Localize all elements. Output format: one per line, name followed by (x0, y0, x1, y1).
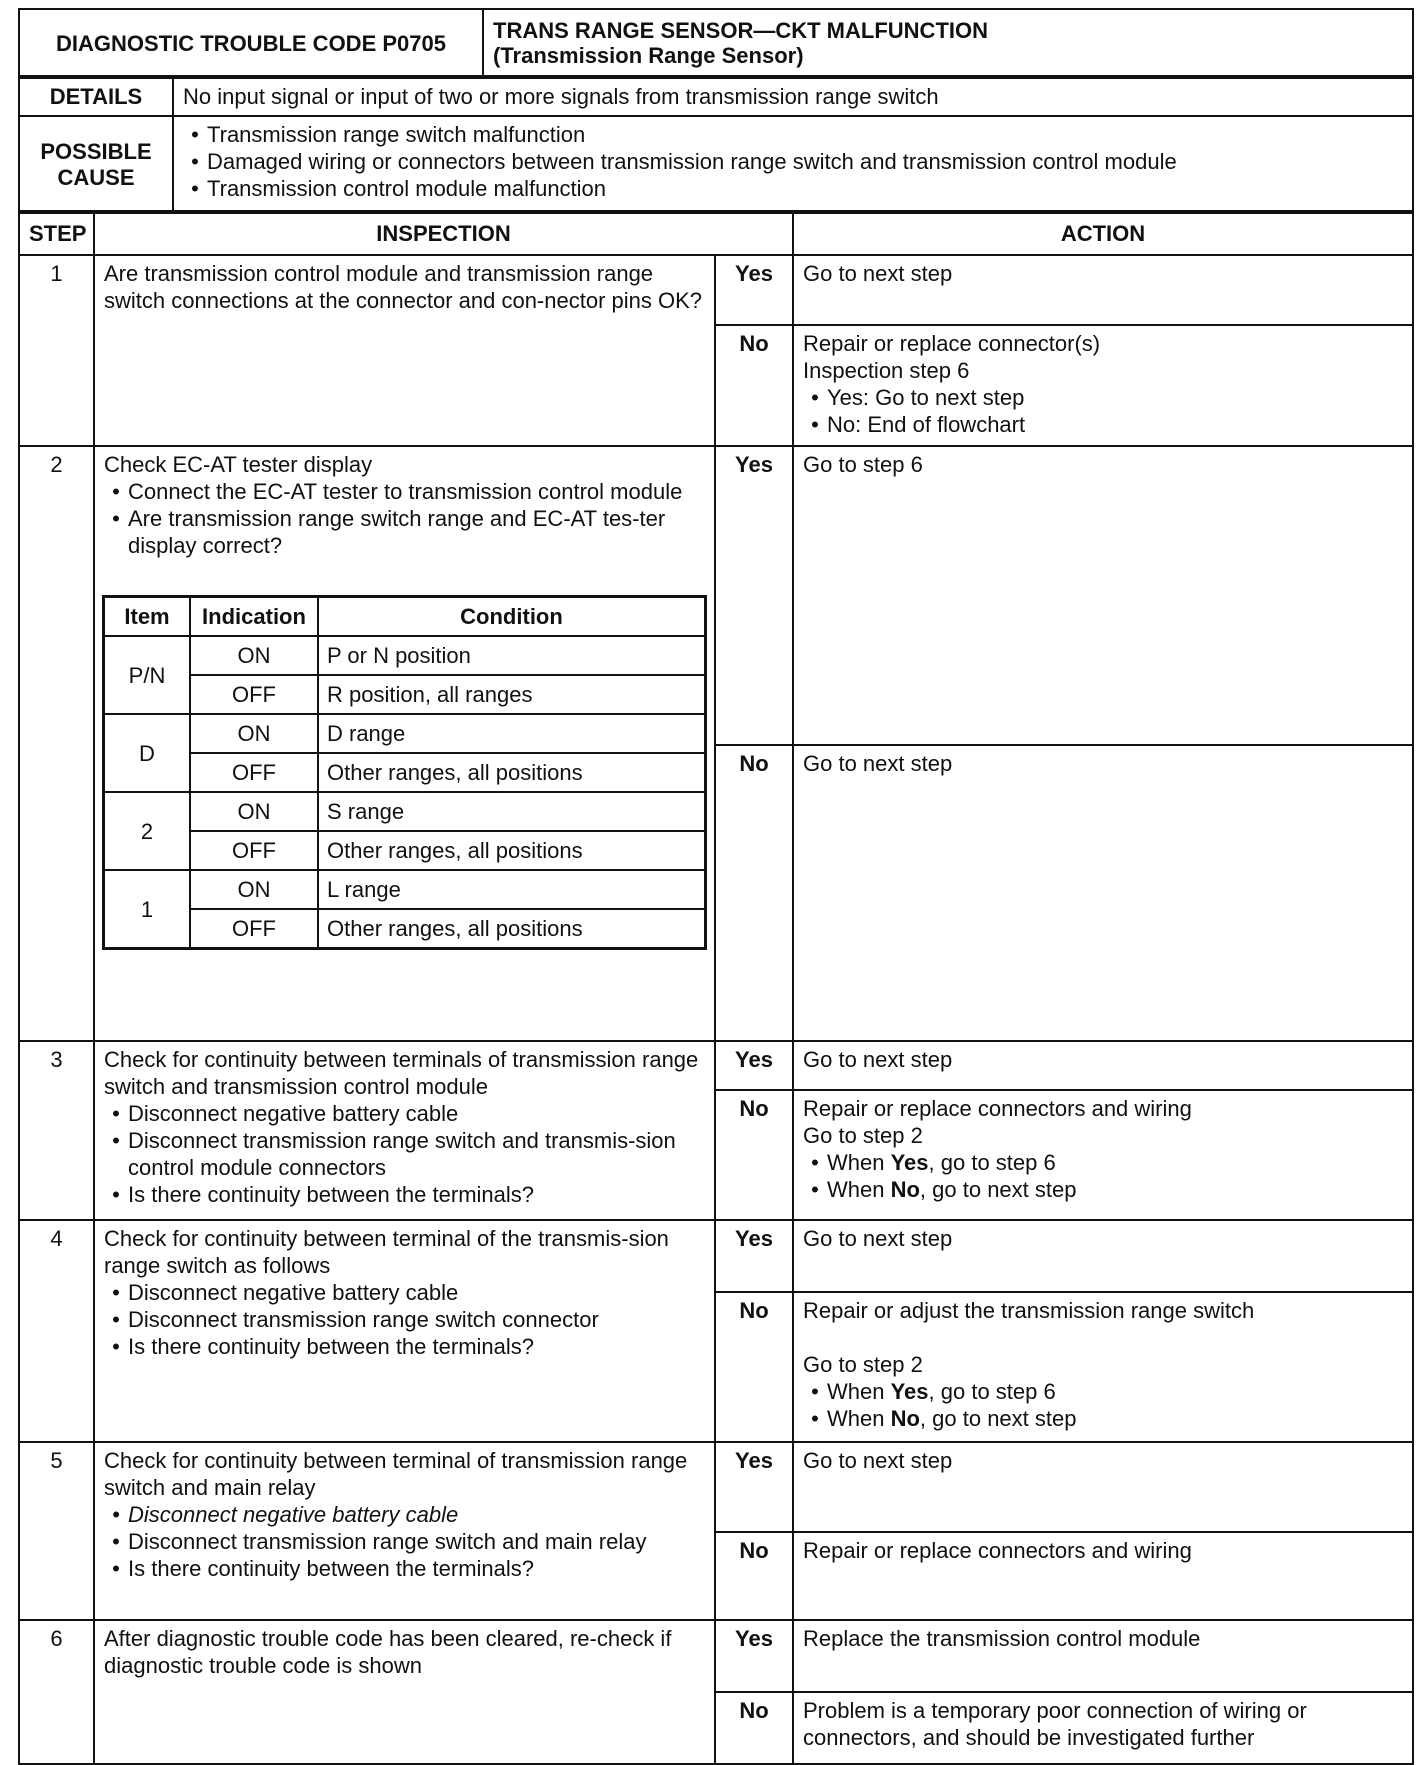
no-label: No (715, 745, 793, 1041)
step-row (19, 1041, 1413, 1090)
action-line: Go to next step (803, 1047, 953, 1072)
step-row (19, 446, 1413, 745)
indication-value: ON (190, 792, 318, 831)
yes-action (793, 1041, 1413, 1090)
inspection-line: Are transmission control module and transmission range switch connections at the connector and con-nector pins OK? (104, 261, 703, 313)
indication-table-row (104, 675, 706, 714)
indication-item: 1 (104, 870, 191, 949)
action-line: Go to step 2 (803, 1352, 923, 1377)
inspection-line: Check for continuity between terminals of transmission range switch and transmission control module (104, 1047, 699, 1099)
action-line-bold: Yes (890, 1150, 929, 1175)
dtc-title: TRANS RANGE SENSOR—CKT MALFUNCTION (493, 18, 988, 43)
step-inspection (94, 1041, 715, 1220)
inspection-line: • Disconnect transmission range switch and main relay (104, 1528, 705, 1555)
action-line-text: When (827, 1379, 891, 1404)
inspection-line: • Disconnect negative battery cable (104, 1100, 705, 1127)
action-line: Go to next step (803, 261, 953, 286)
step-row (19, 1620, 1413, 1692)
header-table (18, 8, 1414, 79)
inspection-line: Check for continuity between terminal of the transmis-sion range switch as follows (104, 1226, 669, 1278)
dtc-subtitle: (Transmission Range Sensor) (493, 43, 804, 68)
inspection-line: • Is there continuity between the terminals? (104, 1333, 705, 1360)
action-line-bold: No (890, 1177, 920, 1202)
action-line (803, 1378, 1403, 1405)
step-number: 1 (19, 255, 94, 446)
action-line-text: , go to step 6 (928, 1379, 1056, 1404)
indication-item: D (104, 714, 191, 792)
no-action (793, 325, 1413, 446)
details-text: No input signal or input of two or more signals from transmission range switch (173, 76, 1413, 116)
step-row (19, 1220, 1413, 1292)
indication-condition: R position, all ranges (318, 675, 706, 714)
no-action (793, 745, 1413, 1041)
no-action (793, 1532, 1413, 1620)
no-label: No (715, 1532, 793, 1620)
column-inspection: INSPECTION (94, 211, 793, 255)
indication-condition: P or N position (318, 636, 706, 675)
yes-label: Yes (715, 446, 793, 745)
indication-table-row (104, 753, 706, 792)
inspection-line: • Is there continuity between the terminals? (104, 1555, 705, 1582)
action-line: Repair or replace connectors and wiring (803, 1538, 1192, 1563)
indication-value: ON (190, 870, 318, 909)
indication-table (102, 595, 707, 950)
indication-value: OFF (190, 831, 318, 870)
indication-value: OFF (190, 753, 318, 792)
action-line: Repair or replace connector(s) (803, 331, 1101, 356)
possible-cause-item: • Transmission control module malfunction (183, 175, 1403, 202)
step-inspection (94, 1620, 715, 1764)
step-number: 3 (19, 1041, 94, 1220)
step-row (19, 255, 1413, 325)
possible-cause-label: POSSIBLE (40, 138, 152, 164)
action-line-text: When (827, 1177, 891, 1202)
action-line (803, 1405, 1403, 1432)
step-inspection (94, 1442, 715, 1620)
details-label: DETAILS (19, 76, 173, 116)
yes-label: Yes (715, 1220, 793, 1292)
yes-action (793, 1620, 1413, 1692)
action-line-text: , go to next step (919, 1177, 1077, 1202)
yes-action (793, 255, 1413, 325)
action-line: Replace the transmission control module (803, 1626, 1201, 1651)
action-line: Go to step 2 (803, 1123, 923, 1148)
action-line: Go to next step (803, 1226, 953, 1251)
summary-table (18, 75, 1414, 214)
indication-condition: L range (318, 870, 706, 909)
column-step: STEP (19, 211, 94, 255)
inspection-line: Check for continuity between terminal of transmission range switch and main relay (104, 1448, 688, 1500)
no-label: No (715, 1090, 793, 1220)
yes-label: Yes (715, 1041, 793, 1090)
indication-item: P/N (104, 636, 191, 714)
action-line-text: When (827, 1406, 891, 1431)
action-line (803, 1149, 1403, 1176)
step-inspection (94, 1220, 715, 1442)
action-line: Go to step 6 (803, 452, 923, 477)
action-line: • No: End of flowchart (803, 411, 1403, 438)
yes-label: Yes (715, 255, 793, 325)
inspection-line: • Connect the EC-AT tester to transmission control module (104, 478, 705, 505)
action-line: Repair or adjust the transmission range switch (803, 1298, 1255, 1323)
dtc-code: DIAGNOSTIC TROUBLE CODE P0705 (19, 9, 483, 78)
action-line: Go to next step (803, 1448, 953, 1473)
action-line (803, 1176, 1403, 1203)
no-label: No (715, 1692, 793, 1764)
step-inspection (94, 446, 715, 1041)
indication-condition: Other ranges, all positions (318, 753, 706, 792)
no-label: No (715, 325, 793, 446)
steps-table (18, 210, 1414, 1765)
indication-condition: Other ranges, all positions (318, 909, 706, 949)
indication-table-row (104, 714, 706, 753)
action-line: Go to next step (803, 751, 953, 776)
step-number: 4 (19, 1220, 94, 1442)
yes-action (793, 1442, 1413, 1532)
indication-value: OFF (190, 675, 318, 714)
no-action (793, 1692, 1413, 1764)
step-row (19, 1442, 1413, 1532)
indication-table-row (104, 636, 706, 675)
indication-value: OFF (190, 909, 318, 949)
action-line: Inspection step 6 (803, 358, 970, 383)
yes-label: Yes (715, 1442, 793, 1532)
yes-action (793, 1220, 1413, 1292)
no-action (793, 1292, 1413, 1442)
action-line-text: , go to next step (919, 1406, 1077, 1431)
action-line: Problem is a temporary poor connection of wiring or connectors, and should be investigated further (803, 1698, 1307, 1750)
inspection-line: • Disconnect negative battery cable (104, 1501, 705, 1528)
action-line-text: When (827, 1150, 891, 1175)
indication-table-row (104, 831, 706, 870)
action-line: Repair or replace connectors and wiring (803, 1096, 1192, 1121)
indication-condition: D range (318, 714, 706, 753)
indication-condition: Other ranges, all positions (318, 831, 706, 870)
indication-table-header: Indication (190, 597, 318, 637)
indication-table-row (104, 870, 706, 909)
inspection-line: After diagnostic trouble code has been cleared, re-check if diagnostic trouble code is shown (104, 1626, 672, 1678)
inspection-line: Check EC-AT tester display (104, 452, 373, 477)
step-number: 5 (19, 1442, 94, 1620)
action-line-text: , go to step 6 (928, 1150, 1056, 1175)
indication-table-header: Item (104, 597, 191, 637)
indication-table-header: Condition (318, 597, 706, 637)
indication-item: 2 (104, 792, 191, 870)
action-line-bold: Yes (890, 1379, 929, 1404)
inspection-line: • Disconnect transmission range switch connector (104, 1306, 705, 1333)
no-action (793, 1090, 1413, 1220)
yes-action (793, 446, 1413, 745)
possible-cause-item: • Damaged wiring or connectors between transmission range switch and transmission control module (183, 148, 1403, 175)
inspection-line: • Disconnect negative battery cable (104, 1279, 705, 1306)
inspection-line: • Disconnect transmission range switch and transmis-sion control module connectors (104, 1127, 705, 1181)
inspection-line: • Is there continuity between the terminals? (104, 1181, 705, 1208)
action-line-bold: No (890, 1406, 920, 1431)
indication-table-row (104, 792, 706, 831)
step-number: 6 (19, 1620, 94, 1764)
possible-cause-label: CAUSE (57, 164, 135, 190)
possible-cause-list (173, 116, 1413, 213)
column-action: ACTION (793, 211, 1413, 255)
indication-condition: S range (318, 792, 706, 831)
possible-cause-item: • Transmission range switch malfunction (183, 121, 1403, 148)
yes-label: Yes (715, 1620, 793, 1692)
indication-value: ON (190, 714, 318, 753)
inspection-line: • Are transmission range switch range and EC-AT tes-ter display correct? (104, 505, 705, 559)
action-line: • Yes: Go to next step (803, 384, 1403, 411)
step-number: 2 (19, 446, 94, 1041)
indication-value: ON (190, 636, 318, 675)
indication-table-row (104, 909, 706, 949)
no-label: No (715, 1292, 793, 1442)
step-inspection (94, 255, 715, 446)
